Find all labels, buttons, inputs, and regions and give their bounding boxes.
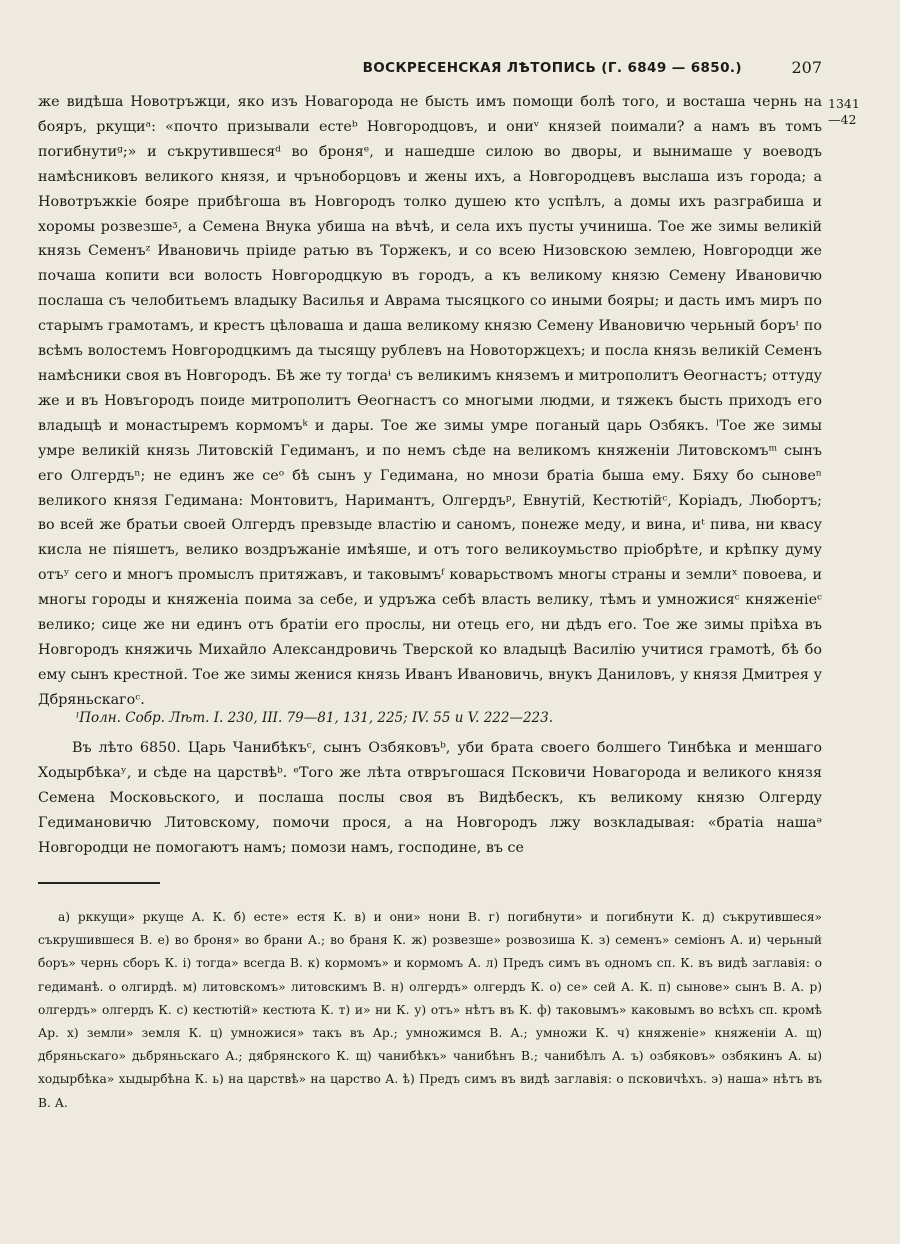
margin-year-top: 1341 — [828, 96, 860, 111]
chronicle-text — [38, 90, 822, 713]
footnote-separator — [38, 882, 160, 884]
running-title: ВОСКРЕСЕНСКАЯ ЛѢТОПИСЬ (Г. 6849 — 6850.) — [362, 60, 742, 76]
footnotes — [38, 906, 822, 1115]
chronicle-paragraph-6849: же видѣша Новотръжци, яко изъ Новагорода не бысть имъ помощи болѣ того, и восташа чернь на бояръ, ркущиᵃ: «почто призывали естеᵇ Новгородцовъ, и ониᵛ князей поимали? а намъ въ томъ погибнутиᵍ;» и съкрутившесяᵈ во броняᵉ, и нашедше силою во дворы, и вынимаше у воеводъ намѣсниковъ великого князя, и чръноборцовъ и жены ихъ, а Новгородцевъ выслаша изъ города; а Новотръжкіе бояре прибѣгоша въ Новгородъ толко душею кто успѣлъ, а домы ихъ разграбиша и хоромы розвезшеᶾ, а Семена Внука убиша на вѣчѣ, и села ихъ пусты учиниша. Тое же зимы великій князь Семенъᶻ Ивановичь пріиде ратью въ Торжекъ, и со всею Низовскою землею, Новгородци же почаша копити вси волость Новгородцкую въ городъ, а къ великому князю Семену Ивановичю послаша съ челобитьемъ владыку Василья и Аврама тысяцкого со иными бояры; и дасть имъ миръ по старымъ грамотамъ, и крестъ цѣловаша и даша великому князю Семену Ивановичю черьный боръᶦ по всѣмъ волостемъ Новгородцкимъ да тысящу рублевъ на Новоторжцехъ; и посла князь великій Семенъ намѣсники своя въ Новгородъ. Бѣ же ту тогдаᶤ съ великимъ княземъ и митрополитъ Ѳеогнастъ; оттуду же и въ Новъгородъ поиде митрополитъ Ѳеогнастъ со многыми людми, и тяжекъ бысть приходъ его владыцѣ и монастыремъ кормомъᵏ и дары. Тое же зимы умре поганый царь Озбякъ. ˡТое же зимы умре великій князь Литовскій Гедиманъ, и по немъ сѣде на великомъ княженіи Литовскомъᵐ сынъ его Олгердъⁿ; не единъ же сеᵒ бѣ сынъ у Гедимана, но мнози братіа быша ему. Бяху бо сыновеⁿ великого князя Гедимана: Монтовитъ, Наримантъ, Олгердъᵖ, Евнутій, Кестютійᶜ, Коріадъ, Любортъ; во всей же братьи своей Олгердъ превзыде властію и саномъ, понеже меду, и вина, иᵗ пива, ни квасу кисла не піяшетъ, велико воздръжаніе имѣяше, и отъ того великоумьство пріобрѣте, и крѣпку думу отъʸ сего и многъ промыслъ притяжавъ, и таковымъᶠ коварьствомъ многы страны и землиˣ повоева, и многы городы и княженіа поима за себе, и удръжа себѣ власть велику, тѣмъ и умножисяᶜ княженіеᶜ велико; сице же ни единъ отъ братіи его прослы, ни отець его, ни дѣдъ его. Тое же зимы пріѣха въ Новгородъ княжичь Михайло Александровичь Тверской ко владыцѣ Василію учитися грамотѣ, бѣ бо ему сынъ крестной. Тое же зимы женися князь Иванъ Ивановичь, внукъ Даниловъ, у князя Дмитрея у Дбряньскагоᶜ. — [38, 94, 822, 708]
footnotes-text: а) рккущи» ркуще А. К. б) есте» естя К. в) и они» нони В. г) погибнути» и погибнути К. д) съкрутившеся» съкрушившеся В. е) во броня» во брани А.; во браня К. ж) розвезше» розвозиша К. з) семенъ» семіонъ А. и) черьный боръ» чернь сборъ К. і) тогда» всегда В. к) кормомъ» и кормомъ А. л) Предъ симъ въ одномъ сп. К. въ видѣ заглавія: о гедиманѣ. о олгирдѣ. м) литовскомъ» литовскимъ В. н) олгердъ» олгердъ К. о) се» сей А. К. п) сынове» сынъ В. А. р) олгердъ» олгердъ К. с) кестютій» кестюта К. т) и» ни К. у) отъ» нѣтъ въ К. ф) таковымъ» каковымъ во всѣхъ сп. кромѣ Ар. х) земли» земля К. ц) умножися» такъ въ Ар.; умножимся В. А.; умножи К. ч) княженіе» княженіи А. щ) дбряньскаго» дьбряньскаго А.; дябрянского К. щ) чанибѣкъ» чанибѣнъ В.; чанибѣлъ А. ъ) озбяковъ» озбякинъ А. ы) ходырбѣка» хыдырбѣна К. ь) на царствѣ» на царство А. ѣ) Предъ симъ въ видѣ заглавія: о псковичѣхъ. э) наша» нѣтъ въ В. А. — [38, 910, 822, 1110]
chronicle-text-6850 — [38, 736, 822, 861]
margin-year-bottom: —42 — [828, 112, 857, 127]
chronicle-paragraph-6850: Въ лѣто 6850. Царь Чанибѣкъᶜ, сынъ Озбяковъᵇ, уби брата своего болшего Тинбѣка и меншаго Ходырбѣкаʸ, и сѣде на царствѣᵇ. ᵉТого же лѣта отвръгошася Псковичи Новагорода и великого князя Семена Московьского, и послаша послы своя въ Видѣбескъ, къ великому князю Олгерду Гедимановичю Литовскому, помочи прося, а на Новгородъ лжу возкладывая: «братіа нашаᵊ Новгородци не помогаютъ намъ; помози намъ, господине, въ се — [38, 740, 822, 856]
page-header — [38, 58, 822, 82]
page-number: 207 — [791, 58, 822, 77]
source-reference: ˡПолн. Собр. Лѣт. I. 230, III. 79—81, 131, 225; IV. 55 и V. 222—223. — [76, 710, 554, 726]
